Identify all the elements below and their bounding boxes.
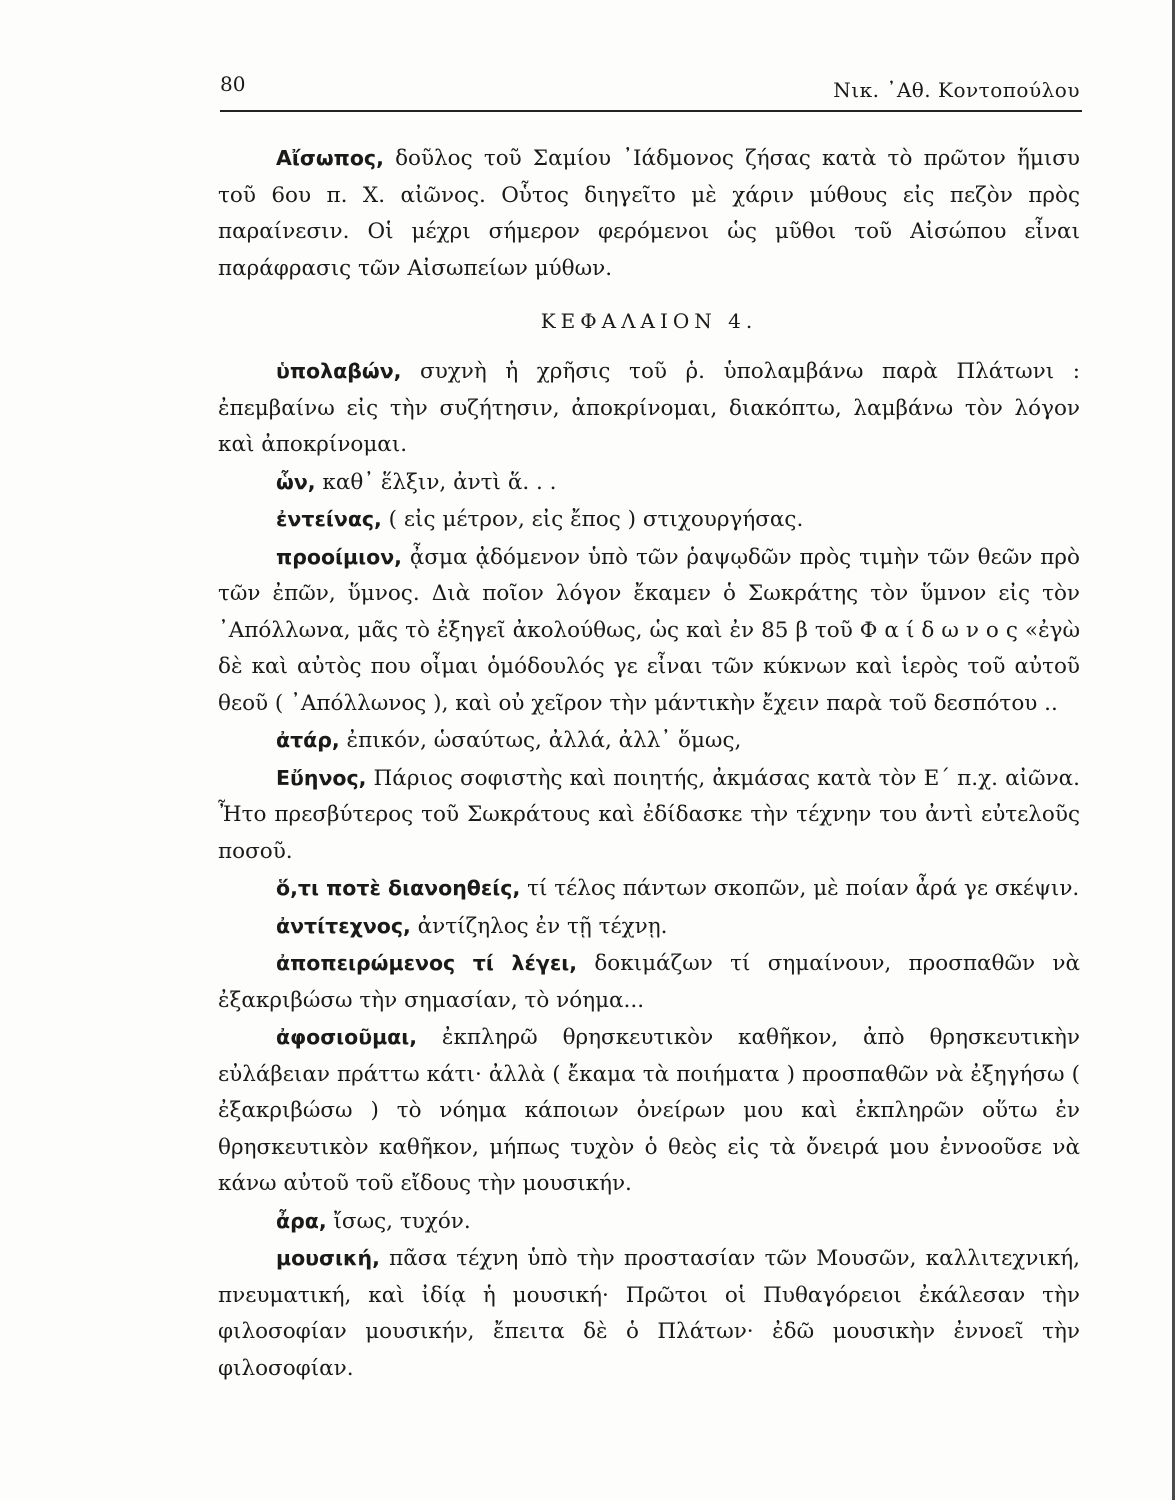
glossary-entry <box>218 464 1080 502</box>
glossary-entry <box>218 539 1080 723</box>
entry-text: δοῦλος τοῦ Σαμίου ᾿Ιάδμονος ζήσας κατὰ τὸ πρῶτον ἥμισυ τοῦ 6ου π. Χ. αἰῶνος. Οὗτος διηγεῖτο μὲ χάριν μύθους εἰς πεζὸν πρὸς παραίνεσιν. Οἱ μέχρι σήμερον φερόμενοι ὡς μῦθοι τοῦ Αἰσώπου εἶναι παράφρασις τῶν Αἰσωπείων μύθων. <box>218 146 1080 281</box>
running-head: Νικ. ᾿Αθ. Κοντοπούλου <box>833 78 1080 102</box>
entry-text: Πάριος σοφιστὴς καὶ ποιητής, ἀκμάσας κατὰ τὸν Ε΄ π.χ. αἰῶνα. Ἦτο πρεσβύτερος τοῦ Σωκράτους καὶ ἐδίδασκε τὴν τέχνην του ἀντὶ εὐτελοῦς ποσοῦ. <box>218 765 1080 864</box>
entry-term: προοίμιον, <box>276 544 402 569</box>
entry-text: συχνὴ ἡ χρῆσις τοῦ ῥ. ὑπολαμβάνω παρὰ Πλάτωνι : ἐπεμβαίνω εἰς τὴν συζήτησιν, ἀποκρίνομαι, διακόπτω, λαμβάνω τὸν λόγον καὶ ἀποκρίνομαι. <box>218 359 1080 457</box>
entry-text: δοκιμάζων τί σημαίνουν, προσπαθῶν νὰ ἐξακριβώσω τὴν σημασίαν, τὸ νόημα... <box>218 951 1080 1013</box>
glossary-entry <box>218 908 1080 946</box>
glossary-entry <box>218 870 1080 908</box>
glossary-entry <box>218 1019 1080 1203</box>
glossary-entry <box>218 722 1080 760</box>
glossary-entry <box>218 1240 1080 1387</box>
glossary-entry <box>218 945 1080 1019</box>
entry-term: Εὔηνος, <box>276 765 367 790</box>
entry-text: πᾶσα τέχνη ὑπὸ τὴν προστασίαν τῶν Μουσῶν, καλλιτεχνική, πνευματική, καὶ ἰδίᾳ ἡ μουσική· Πρῶτοι οἱ Πυθαγόρειοι ἐκάλεσαν τὴν φιλοσοφίαν μουσικήν, ἔπειτα δὲ ὁ Πλάτων· ἐδῶ μουσικὴν ἐννοεῖ τὴν φιλοσοφίαν. <box>218 1246 1080 1381</box>
entry-text: ἀντίζηλος ἐν τῇ τέχνῃ. <box>410 913 668 939</box>
entry-text: τί τέλος πάντων σκοπῶν, μὲ ποίαν ἆρά γε σκέψιν. <box>520 876 1080 901</box>
entry-text: καθ᾿ ἕλξιν, ἀντὶ ἅ. . . <box>315 469 557 495</box>
page-number: 80 <box>220 72 246 96</box>
entry-term: Αἴσωπος, <box>276 146 384 170</box>
entry-text: ἐπικόν, ὡσαύτως, ἀλλά, ἀλλ᾿ ὅμως, <box>339 728 742 753</box>
entry-term: ὅ,τι ποτὲ διανοηθείς, <box>276 876 521 900</box>
entry-text: ἐκπληρῶ θρησκευτικὸν καθῆκον, ἀπὸ θρησκευτικὴν εὐλάβειαν πράττω κάτι· ἀλλὰ ( ἔκαμα τὰ ποιήματα ) προσπαθῶν νὰ ἐξηγήσω ( ἐξακριβώσω ) τὸ νόημα κάποιων ὀνείρων μου καὶ ἐκπληρῶν οὕτω ἐν θρησκευτικὸν καθῆκον, μήπως τυχὸν ὁ θεὸς εἰς τὰ ὄνειρά μου ἐννοοῦσε νὰ κάνω αὐτοῦ τοῦ εἴδους τὴν μουσικήν. <box>218 1025 1080 1196</box>
entry-term: ἀποπειρώμενος τί λέγει, <box>276 951 578 975</box>
header-rule <box>220 110 1082 112</box>
entry-term: ἀφοσιοῦμαι, <box>276 1025 418 1049</box>
page-body <box>218 140 1080 1387</box>
glossary-entry <box>218 1203 1080 1241</box>
entry-text: ᾆσμα ᾀδόμενον ὑπὸ τῶν ῥαψῳδῶν πρὸς τιμὴν τῶν θεῶν πρὸ τῶν ἐπῶν, ὕμνος. Διὰ ποῖον λόγον ἔκαμεν ὁ Σωκράτης τὸν ὕμνον εἰς τὸν ᾿Απόλλωνα, μᾶς τὸ ἐξηγεῖ ἀκολούθως, ὡς καὶ ἐν 85 β τοῦ Φ α ί δ ω ν ο ς «ἐγὼ δὲ καὶ αὐτὸς που οἶμαι ὁμόδουλός γε εἶναι τῶν κύκνων καὶ ἱερὸς τοῦ αὐτοῦ θεοῦ ( ᾿Απόλλωνος ), καὶ οὐ χεῖρον τὴν μάντικὴν ἔχειν παρὰ τοῦ δεσπότου .. <box>218 544 1080 716</box>
entry-term: ἆρα, <box>276 1208 327 1233</box>
entry-text: ( εἰς μέτρον, εἰς ἔπος ) στιχουργήσας. <box>381 507 804 532</box>
page-header <box>220 68 1080 108</box>
entry-term: ὑπολαβών, <box>276 359 402 383</box>
entry-term: ὧν, <box>276 469 316 494</box>
chapter-heading: ΚΕΦΑΛΑΙΟΝ 4. <box>540 309 758 333</box>
entry-term: μουσική, <box>276 1246 380 1270</box>
entry-term: ἀτάρ, <box>276 728 340 752</box>
entry-term: ἀντίτεχνος, <box>276 913 411 938</box>
glossary-entry <box>218 760 1080 871</box>
glossary-entry <box>218 353 1080 464</box>
glossary-entry <box>218 501 1080 539</box>
glossary-entry <box>218 140 1080 287</box>
entry-term: ἐντείνας, <box>276 507 382 531</box>
entry-text: ἴσως, τυχόν. <box>326 1208 471 1234</box>
